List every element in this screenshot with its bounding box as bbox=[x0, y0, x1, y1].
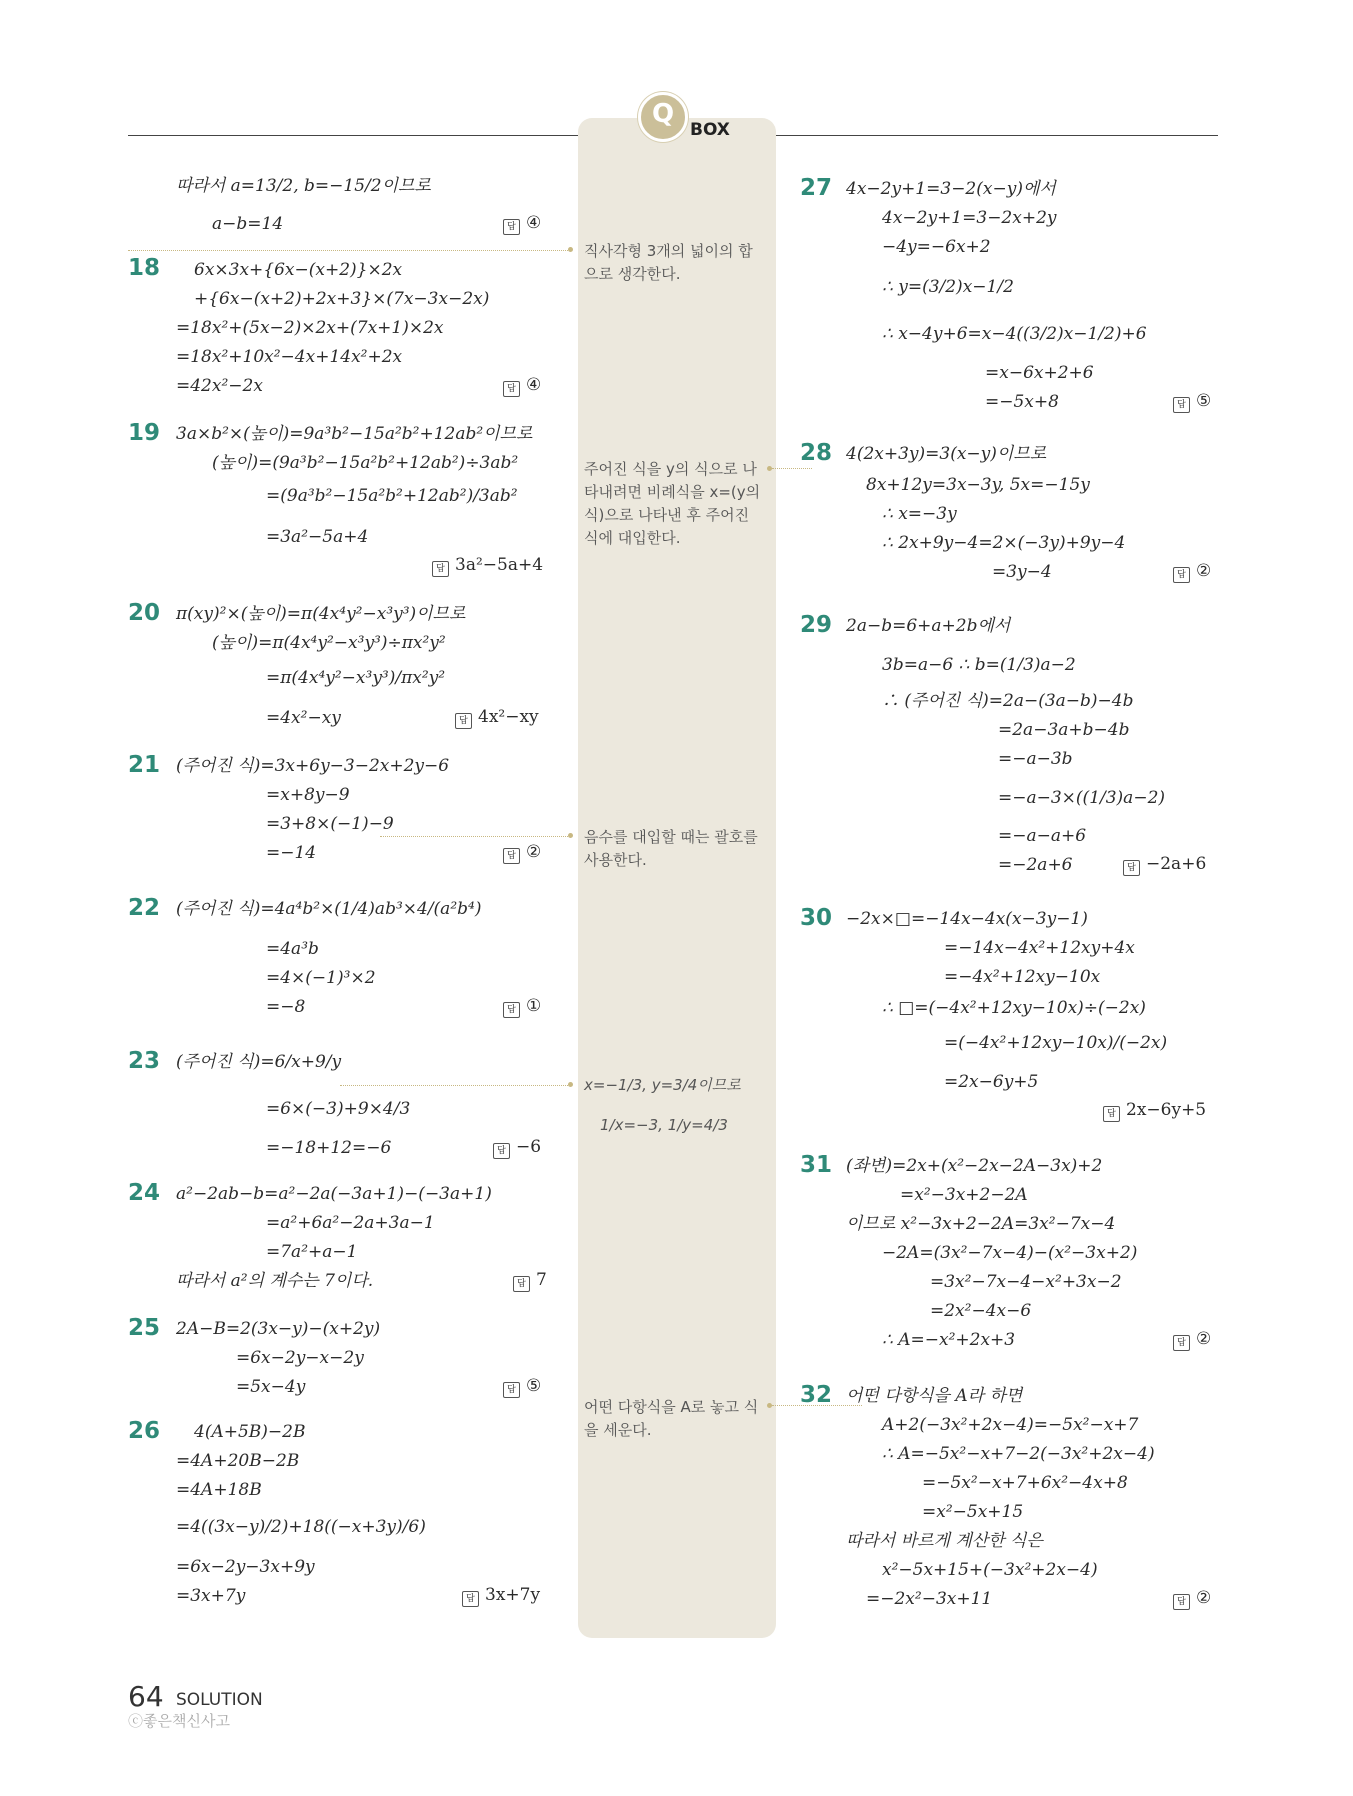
answer-marker-icon: 답 bbox=[503, 381, 520, 397]
solution-line: =(9a³b²−15a²b²+12ab²)/3ab² bbox=[266, 486, 518, 506]
solution-line: =4((3x−y)/2)+18((−x+3y)/6) bbox=[176, 1517, 426, 1537]
solution-line: =−5x+8 bbox=[985, 392, 1059, 412]
solution-line: 3b=a−6 ∴ b=(1/3)a−2 bbox=[882, 655, 1076, 675]
solution-line: =4a³b bbox=[266, 939, 319, 959]
solution-line: =x−6x+2+6 bbox=[985, 363, 1094, 383]
solution-line: 2A−B=2(3x−y)−(x+2y) bbox=[176, 1319, 381, 1339]
solution-line: =−8 bbox=[266, 997, 306, 1017]
solution-line: =−5x²−x+7+6x²−4x+8 bbox=[922, 1473, 1128, 1493]
solution-line: 4(2x+3y)=3(x−y)이므로 bbox=[846, 444, 1047, 464]
solution-line: (높이)=(9a³b²−15a²b²+12ab²)÷3ab² bbox=[212, 453, 519, 473]
solution-line: =−a−3b bbox=[998, 749, 1073, 769]
solution-line: =3x+7y bbox=[176, 1586, 246, 1606]
solution-line: 따라서 a=13/2, b=−15/2이므로 bbox=[176, 176, 431, 196]
tip-text: 직사각형 3개의 넓이의 합으로 생각한다. bbox=[584, 242, 753, 283]
solution-line: =42x²−2x bbox=[176, 376, 263, 396]
solution-line: =x²−5x+15 bbox=[922, 1502, 1024, 1522]
problem-number: 18 bbox=[128, 255, 161, 281]
solution-line: =3a²−5a+4 bbox=[266, 527, 369, 547]
solution-line: =−a−3×((1/3)a−2) bbox=[998, 788, 1166, 808]
solution-line: −4y=−6x+2 bbox=[882, 237, 991, 257]
problem-number: 19 bbox=[128, 420, 161, 446]
problem-number: 22 bbox=[128, 895, 161, 921]
solution-line: 4(A+5B)−2B bbox=[194, 1422, 306, 1442]
solution-line: =4x²−xy bbox=[266, 708, 341, 728]
answer-box: 답 ④ bbox=[503, 213, 541, 235]
q-badge-icon: Q bbox=[638, 92, 688, 142]
tip-leader-dot bbox=[568, 247, 573, 252]
solution-line: =3+8×(−1)−9 bbox=[266, 814, 394, 834]
answer-box: 답 ⑤ bbox=[503, 1376, 541, 1398]
solution-line: =4A+18B bbox=[176, 1480, 262, 1500]
solution-line: =3y−4 bbox=[992, 562, 1052, 582]
answer-marker-icon: 답 bbox=[503, 219, 520, 235]
solution-line: =−4x²+12xy−10x bbox=[944, 967, 1101, 987]
solution-line: =−14x−4x²+12xy+4x bbox=[944, 938, 1135, 958]
header-rule-right bbox=[776, 135, 1218, 136]
problem-number: 26 bbox=[128, 1418, 161, 1444]
answer-marker-icon: 답 bbox=[432, 561, 449, 577]
answer-box: 답 4x²−xy bbox=[455, 707, 539, 729]
solution-line: ∴ x=−3y bbox=[882, 504, 957, 524]
answer-marker-icon: 답 bbox=[493, 1143, 510, 1159]
header-rule-left bbox=[128, 135, 578, 136]
answer-marker-icon: 답 bbox=[1173, 1335, 1190, 1351]
answer-box: 답 3x+7y bbox=[462, 1585, 540, 1607]
solution-line: −2x×□=−14x−4x(x−3y−1) bbox=[846, 909, 1088, 929]
solution-line: =4×(−1)³×2 bbox=[266, 968, 376, 988]
answer-marker-icon: 답 bbox=[513, 1276, 530, 1292]
solution-line: (주어진 식)=3x+6y−3−2x+2y−6 bbox=[176, 756, 450, 776]
solution-line: =2x−6y+5 bbox=[944, 1072, 1039, 1092]
answer-marker-icon: 답 bbox=[1123, 860, 1140, 876]
solution-line: ∴ 2x+9y−4=2×(−3y)+9y−4 bbox=[882, 533, 1126, 553]
answer-marker-icon: 답 bbox=[1103, 1106, 1120, 1122]
solution-line: ∴ y=(3/2)x−1/2 bbox=[882, 277, 1014, 297]
tip-leader-line bbox=[340, 1085, 568, 1086]
solution-line: ∴ A=−x²+2x+3 bbox=[882, 1330, 1016, 1350]
answer-box: 답 2x−6y+5 bbox=[1103, 1100, 1206, 1122]
tip-leader-line bbox=[772, 468, 812, 469]
footer-section-label: SOLUTION bbox=[176, 1690, 263, 1710]
solution-line: −2A=(3x²−7x−4)−(x²−3x+2) bbox=[882, 1243, 1138, 1263]
answer-box: 답 −2a+6 bbox=[1123, 854, 1206, 876]
answer-box: 답 −6 bbox=[493, 1137, 541, 1159]
tip-text: 주어진 식을 y의 식으로 나타내려면 비례식을 x=(y의 식)으로 나타낸 후 주어진 식에 대입한다. bbox=[584, 460, 761, 547]
solution-line: =4A+20B−2B bbox=[176, 1451, 300, 1471]
solution-line: =−18+12=−6 bbox=[266, 1138, 392, 1158]
solution-line: (좌변)=2x+(x²−2x−2A−3x)+2 bbox=[846, 1156, 1103, 1176]
answer-box: 답 3a²−5a+4 bbox=[432, 555, 543, 577]
solution-line: A+2(−3x²+2x−4)=−5x²−x+7 bbox=[882, 1415, 1139, 1435]
tip-text: x=−1/3, y=3/4이므로 bbox=[584, 1076, 741, 1094]
problem-number: 32 bbox=[800, 1382, 833, 1408]
box-label: BOX bbox=[690, 120, 730, 140]
problem-number: 23 bbox=[128, 1048, 161, 1074]
solution-line: ∴ A=−5x²−x+7−2(−3x²+2x−4) bbox=[882, 1444, 1155, 1464]
solution-line: 2a−b=6+a+2b에서 bbox=[846, 616, 1011, 636]
tip-leader-line bbox=[380, 836, 568, 837]
problem-number: 20 bbox=[128, 600, 161, 626]
solution-line: =−2a+6 bbox=[998, 855, 1073, 875]
answer-box: 답 ① bbox=[503, 996, 541, 1018]
solution-line: =7a²+a−1 bbox=[266, 1242, 358, 1262]
problem-number: 29 bbox=[800, 612, 833, 638]
solution-line: =6×(−3)+9×4/3 bbox=[266, 1099, 411, 1119]
page-number: 64 bbox=[128, 1680, 164, 1713]
tip-leader-dot bbox=[568, 1082, 573, 1087]
answer-box: 답 ② bbox=[1173, 1329, 1211, 1351]
solution-line: =3x²−7x−4−x²+3x−2 bbox=[930, 1272, 1122, 1292]
answer-marker-icon: 답 bbox=[503, 1002, 520, 1018]
solution-line: (높이)=π(4x⁴y²−x³y³)÷πx²y² bbox=[212, 633, 446, 653]
footer-watermark: ⓒ좋은책신사고 bbox=[128, 1712, 230, 1730]
solution-line: 3a×b²×(높이)=9a³b²−15a²b²+12ab²이므로 bbox=[176, 424, 533, 444]
problem-number: 25 bbox=[128, 1315, 161, 1341]
solution-line: 어떤 다항식을 A라 하면 bbox=[846, 1386, 1023, 1406]
solution-line: =18x²+(5x−2)×2x+(7x+1)×2x bbox=[176, 318, 444, 338]
tip-text: 어떤 다항식을 A로 놓고 식을 세운다. bbox=[584, 1398, 759, 1439]
answer-marker-icon: 답 bbox=[1173, 397, 1190, 413]
solution-line: =18x²+10x²−4x+14x²+2x bbox=[176, 347, 403, 367]
solution-line: 4x−2y+1=3−2(x−y)에서 bbox=[846, 179, 1056, 199]
tip-leader-dot bbox=[568, 833, 573, 838]
solution-line: =x²−3x+2−2A bbox=[900, 1185, 1028, 1205]
solution-line: =a²+6a²−2a+3a−1 bbox=[266, 1213, 435, 1233]
solution-line: +{6x−(x+2)+2x+3}×(7x−3x−2x) bbox=[194, 289, 490, 309]
solution-line: =5x−4y bbox=[236, 1377, 306, 1397]
solution-line: π(xy)²×(높이)=π(4x⁴y²−x³y³)이므로 bbox=[176, 604, 466, 624]
answer-box: 답 ② bbox=[1173, 561, 1211, 583]
tip-text: 1/x=−3, 1/y=4/3 bbox=[600, 1116, 728, 1134]
solution-line: =6x−2y−x−2y bbox=[236, 1348, 364, 1368]
solution-line: a²−2ab−b=a²−2a(−3a+1)−(−3a+1) bbox=[176, 1184, 492, 1204]
problem-number: 27 bbox=[800, 175, 833, 201]
solution-line: =2a−3a+b−4b bbox=[998, 720, 1130, 740]
solution-line: =−2x²−3x+11 bbox=[866, 1589, 993, 1609]
tip-text: 음수를 대입할 때는 괄호를 사용한다. bbox=[584, 828, 758, 869]
solution-line: (주어진 식)=6/x+9/y bbox=[176, 1052, 342, 1072]
solution-line: 이므로 x²−3x+2−2A=3x²−7x−4 bbox=[846, 1214, 1116, 1234]
answer-marker-icon: 답 bbox=[462, 1591, 479, 1607]
problem-number: 24 bbox=[128, 1180, 161, 1206]
problem-number: 28 bbox=[800, 440, 833, 466]
solution-line: =6x−2y−3x+9y bbox=[176, 1557, 315, 1577]
answer-marker-icon: 답 bbox=[1173, 567, 1190, 583]
solution-line: 4x−2y+1=3−2x+2y bbox=[882, 208, 1057, 228]
answer-box: 답 7 bbox=[513, 1270, 547, 1292]
answer-box: 답 ⑤ bbox=[1173, 391, 1211, 413]
solution-line: =(−4x²+12xy−10x)/(−2x) bbox=[944, 1033, 1168, 1053]
solution-line: =2x²−4x−6 bbox=[930, 1301, 1032, 1321]
problem-number: 30 bbox=[800, 905, 833, 931]
solution-line: =x+8y−9 bbox=[266, 785, 350, 805]
solution-line: =−a−a+6 bbox=[998, 826, 1087, 846]
solution-line: 따라서 바르게 계산한 식은 bbox=[846, 1531, 1043, 1551]
tip-leader-line bbox=[128, 250, 568, 251]
solution-line: a−b=14 bbox=[212, 214, 284, 234]
problem-number: 31 bbox=[800, 1152, 833, 1178]
answer-marker-icon: 답 bbox=[455, 713, 472, 729]
answer-marker-icon: 답 bbox=[503, 1382, 520, 1398]
solution-line: (주어진 식)=4a⁴b²×(1/4)ab³×4/(a²b⁴) bbox=[176, 899, 482, 919]
solution-line: ∴ □=(−4x²+12xy−10x)÷(−2x) bbox=[882, 998, 1146, 1018]
solution-line: =π(4x⁴y²−x³y³)/πx²y² bbox=[266, 668, 446, 688]
answer-marker-icon: 답 bbox=[1173, 1594, 1190, 1610]
solution-line: ∴ (주어진 식)=2a−(3a−b)−4b bbox=[882, 691, 1134, 711]
solution-line: =−14 bbox=[266, 843, 317, 863]
solution-line: x²−5x+15+(−3x²+2x−4) bbox=[882, 1560, 1098, 1580]
solution-line: 6x×3x+{6x−(x+2)}×2x bbox=[194, 260, 403, 280]
solution-line: ∴ x−4y+6=x−4((3/2)x−1/2)+6 bbox=[882, 324, 1147, 344]
answer-box: 답 ② bbox=[503, 842, 541, 864]
answer-box: 답 ② bbox=[1173, 1588, 1211, 1610]
answer-box: 답 ④ bbox=[503, 375, 541, 397]
problem-number: 21 bbox=[128, 752, 161, 778]
solution-line: 8x+12y=3x−3y, 5x=−15y bbox=[866, 475, 1090, 495]
answer-marker-icon: 답 bbox=[503, 848, 520, 864]
solution-line: 따라서 a²의 계수는 7이다. bbox=[176, 1271, 374, 1291]
